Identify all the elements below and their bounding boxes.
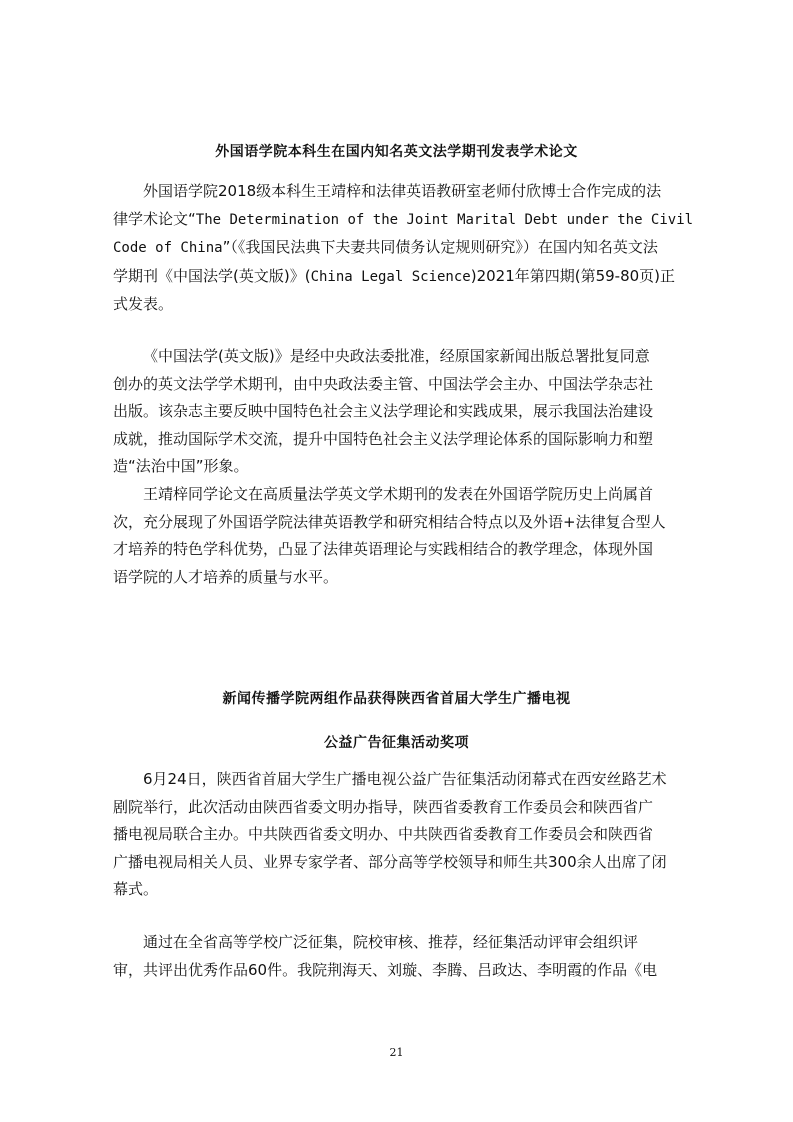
text-run: 律学术论文“	[113, 209, 196, 228]
text-line: 语学院的人才培养的质量与水平。	[113, 567, 339, 586]
text-line: 《中国法学(英文版)》是经中央政法委批准，经原国家新闻出版总署批复同意	[143, 347, 650, 365]
article-2-title-line-2: 公益广告征集活动奖项	[324, 735, 469, 751]
text-line: 造“法治中国”形象。	[113, 457, 249, 476]
text-run: The Determination of the Joint Marital Debt under the Civil	[195, 211, 694, 228]
text-run: ”（《我国民法典下夫妻共同债务认定规则研究》）在国内知名英文法	[222, 238, 658, 257]
text-line: 审，共评出优秀作品60件。我院荆海天、刘璇、李腾、吕政达、李明霞的作品《电	[113, 960, 658, 979]
text-line: 6月24日，陕西省首届大学生广播电视公益广告征集活动闭幕式在西安丝路艺术	[143, 770, 667, 788]
text-line	[113, 263, 699, 292]
text-line: 次，充分展现了外国语学院法律英语教学和研究相结合特点以及外语+法律复合型人	[113, 512, 666, 531]
text-line	[113, 234, 699, 263]
article-2-paragraph-1	[113, 766, 699, 904]
text-run: China Legal Science	[310, 268, 471, 285]
text-line	[113, 206, 699, 235]
text-line: 王靖梓同学论文在高质量法学英文学术期刊的发表在外国语学院历史上尚属首	[143, 485, 654, 503]
article-2-title-line-1: 新闻传播学院两组作品获得陕西省首届大学生广播电视	[222, 691, 571, 707]
article-1-paragraph-3	[113, 481, 699, 591]
text-line: 幕式。	[113, 880, 159, 899]
text-line: 成就，推动国际学术交流，提升中国特色社会主义法学理论体系的国际影响力和塑	[113, 429, 654, 448]
text-run: )2021年第四期(第59-80页)正	[470, 266, 676, 285]
text-line: 出版。该杂志主要反映中国特色社会主义法学理论和实践成果，展示我国法治建设	[113, 402, 654, 421]
text-line: 外国语学院2018级本科生王靖梓和法律英语教研室老师付欣博士合作完成的法	[143, 182, 662, 200]
text-line: 通过在全省高等学校广泛征集，院校审核、推荐，经征集活动评审会组织评	[143, 933, 639, 951]
article-1-paragraph-1	[113, 178, 699, 319]
article-2-paragraph-2	[113, 929, 699, 984]
text-line: 创办的英文法学学术期刊，由中央政法委主管、中国法学会主办、中国法学杂志社	[113, 374, 654, 393]
text-line: 才培养的特色学科优势，凸显了法律英语理论与实践相结合的教学理念，体现外国	[113, 540, 654, 559]
text-line: 播电视局联合主办。中共陕西省委文明办、中共陕西省委教育工作委员会和陕西省	[113, 825, 654, 844]
text-line: 式发表。	[113, 295, 174, 314]
text-run: 学期刊《中国法学(英文版)》(	[113, 266, 311, 285]
article-1-title: 外国语学院本科生在国内知名英文法学期刊发表学术论文	[215, 144, 578, 160]
text-run: Code of China	[113, 240, 223, 257]
text-line: 广播电视局相关人员、业界专家学者、部分高等学校领导和师生共300余人出席了闭	[113, 852, 667, 871]
article-1-paragraph-2	[113, 343, 699, 481]
page-number: 21	[389, 1046, 404, 1059]
text-line: 剧院举行，此次活动由陕西省委文明办指导，陕西省委教育工作委员会和陕西省广	[113, 797, 654, 816]
